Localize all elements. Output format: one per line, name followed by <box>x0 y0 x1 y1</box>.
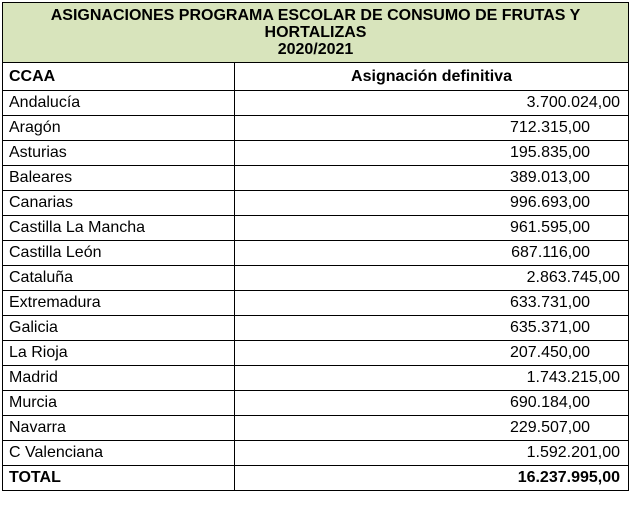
table-row <box>3 291 629 316</box>
table-body <box>3 91 629 466</box>
ccaa-cell: Madrid <box>3 366 235 391</box>
total-value: 16.237.995,00 <box>235 466 629 491</box>
table-row <box>3 141 629 166</box>
ccaa-cell: Aragón <box>3 116 235 141</box>
title-line-2: HORTALIZAS <box>264 24 367 41</box>
allocation-cell: 961.595,00 <box>235 216 629 241</box>
allocation-cell: 635.371,00 <box>235 316 629 341</box>
title-line-3: 2020/2021 <box>277 41 354 58</box>
total-row <box>3 466 629 491</box>
table-row <box>3 441 629 466</box>
ccaa-cell: Asturias <box>3 141 235 166</box>
ccaa-cell: La Rioja <box>3 341 235 366</box>
total-label: TOTAL <box>3 466 235 491</box>
table-row <box>3 166 629 191</box>
table-row <box>3 316 629 341</box>
ccaa-cell: Navarra <box>3 416 235 441</box>
ccaa-cell: Extremadura <box>3 291 235 316</box>
table-row <box>3 91 629 116</box>
table-title <box>3 3 629 63</box>
ccaa-cell: Murcia <box>3 391 235 416</box>
allocation-cell: 633.731,00 <box>235 291 629 316</box>
allocations-table <box>2 2 629 491</box>
table-row <box>3 191 629 216</box>
allocation-cell: 195.835,00 <box>235 141 629 166</box>
ccaa-cell: Cataluña <box>3 266 235 291</box>
ccaa-cell: Andalucía <box>3 91 235 116</box>
allocation-cell: 3.700.024,00 <box>235 91 629 116</box>
table-row <box>3 116 629 141</box>
allocation-cell: 2.863.745,00 <box>235 266 629 291</box>
ccaa-cell: Castilla León <box>3 241 235 266</box>
allocation-cell: 996.693,00 <box>235 191 629 216</box>
allocation-cell: 1.743.215,00 <box>235 366 629 391</box>
ccaa-cell: Galicia <box>3 316 235 341</box>
allocation-cell: 690.184,00 <box>235 391 629 416</box>
allocation-cell: 389.013,00 <box>235 166 629 191</box>
table-row <box>3 241 629 266</box>
table-row <box>3 341 629 366</box>
allocation-cell: 229.507,00 <box>235 416 629 441</box>
table-row <box>3 416 629 441</box>
title-line-1: ASIGNACIONES PROGRAMA ESCOLAR DE CONSUMO DE FRUTAS Y <box>50 7 581 24</box>
column-header-allocation: Asignación definitiva <box>235 63 629 91</box>
allocation-cell: 1.592.201,00 <box>235 441 629 466</box>
table-row <box>3 366 629 391</box>
allocation-cell: 712.315,00 <box>235 116 629 141</box>
table-row <box>3 266 629 291</box>
ccaa-cell: Castilla La Mancha <box>3 216 235 241</box>
column-header-ccaa: CCAA <box>3 63 235 91</box>
table-row <box>3 216 629 241</box>
table-row <box>3 391 629 416</box>
ccaa-cell: C Valenciana <box>3 441 235 466</box>
allocation-cell: 207.450,00 <box>235 341 629 366</box>
ccaa-cell: Canarias <box>3 191 235 216</box>
allocation-cell: 687.116,00 <box>235 241 629 266</box>
ccaa-cell: Baleares <box>3 166 235 191</box>
